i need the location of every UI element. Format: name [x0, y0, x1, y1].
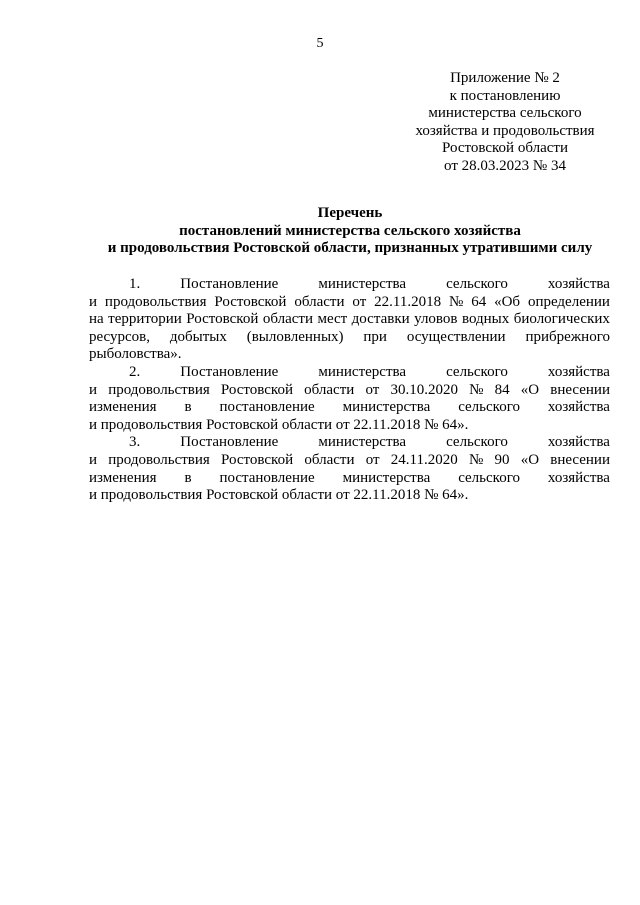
page-number: 5 [316, 36, 324, 51]
item-text-line [89, 294, 610, 312]
item-word: мест [317, 311, 348, 328]
item-text-line [89, 470, 610, 488]
item-word: прибрежного [525, 328, 610, 345]
item-word: продовольствия [108, 451, 210, 468]
item-word: Ростовской [220, 381, 293, 398]
item-text-line [89, 452, 610, 470]
item-word: при [363, 328, 387, 345]
item-word: «О [520, 451, 540, 468]
appendix-line: Приложение № 2 [450, 70, 560, 86]
item-word: Постановление [180, 276, 279, 292]
decree-list [89, 276, 610, 505]
item-word: уловов [414, 311, 458, 328]
item-number: 1. [129, 276, 141, 292]
item-text-line [89, 276, 610, 294]
item-word: (выловленных) [246, 328, 344, 345]
item-word: области [262, 311, 313, 328]
item-word: от [365, 451, 380, 468]
item-word: сельского [458, 469, 520, 486]
item-word: области [304, 451, 355, 468]
item-word: министерства [318, 276, 407, 292]
title-line: и продовольствия Ростовской области, признанных утратившими силу [107, 240, 593, 257]
item-word: Постановление [180, 434, 279, 451]
item-word: осуществлении [406, 328, 506, 345]
item-word: и [89, 451, 98, 468]
item-text-line [89, 399, 610, 417]
item-word: постановление [219, 399, 315, 416]
item-word: № [448, 293, 464, 310]
item-word: от [365, 381, 380, 398]
item-word: министерства [342, 469, 431, 486]
item-word: министерства [342, 399, 431, 416]
item-word: «Об [494, 293, 521, 310]
item-word: от [352, 293, 367, 310]
appendix-line: хозяйства и продовольствия [415, 122, 595, 139]
appendix-line: к постановлению [449, 87, 561, 104]
item-number: 3. [129, 434, 141, 451]
item-text-line-last: и продовольствия Ростовской области от 22.11.2018 № 64». [89, 416, 469, 433]
item-word: ресурсов, [89, 328, 150, 345]
item-word: «О [520, 381, 540, 398]
item-word: Ростовской [186, 311, 259, 328]
item-word: сельского [446, 276, 508, 292]
decree-list-item [89, 276, 610, 364]
item-word: хозяйства [547, 399, 610, 416]
item-text-line [89, 329, 610, 347]
item-text-line-last: рыболовства». [89, 346, 182, 363]
item-word: сельского [458, 399, 520, 416]
item-word: биологических [513, 311, 610, 328]
item-text-line-last: и продовольствия Ростовской области от 22.11.2018 № 64». [89, 487, 469, 504]
item-text-line [89, 311, 610, 329]
item-word: № [468, 451, 484, 468]
item-text-line [89, 364, 610, 382]
item-word: № [469, 381, 484, 398]
item-text-line [89, 434, 610, 452]
item-word: хозяйства [547, 363, 610, 380]
item-word: министерства [318, 434, 407, 451]
item-word: доставки [351, 311, 410, 328]
item-word: области [294, 293, 345, 310]
appendix-line: Ростовской области [442, 140, 568, 157]
item-word: в [184, 469, 192, 486]
item-word: продовольствия [108, 381, 210, 398]
item-word: и [89, 293, 98, 310]
decree-list-item [89, 364, 610, 434]
item-text-line [89, 382, 610, 400]
item-word: сельского [446, 434, 508, 451]
document-title [60, 205, 640, 258]
item-word: водных [461, 311, 510, 328]
item-word: 84 [494, 381, 510, 398]
item-word: Постановление [180, 363, 279, 380]
item-word: внесении [550, 381, 610, 398]
item-word: внесении [550, 451, 610, 468]
item-word: Ростовской [221, 451, 294, 468]
item-word: 30.10.2020 [390, 381, 458, 398]
item-word: в [184, 399, 192, 416]
item-word: изменения [89, 469, 157, 486]
item-word: 90 [494, 451, 510, 468]
item-word: хозяйства [547, 276, 610, 292]
item-word: области [304, 381, 355, 398]
item-word: хозяйства [547, 434, 610, 451]
item-word: хозяйства [547, 469, 610, 486]
item-word: и [89, 381, 98, 398]
item-word: продовольствия [104, 293, 207, 310]
appendix-line: министерства сельского [428, 105, 582, 122]
item-word: изменения [89, 399, 157, 416]
item-word: постановление [219, 469, 315, 486]
item-word: Ростовской [214, 293, 287, 310]
item-word: 64 [471, 293, 487, 310]
title-line: Перечень [317, 205, 383, 221]
title-line: постановлений министерства сельского хозяйства [179, 222, 521, 239]
item-word: сельского [446, 363, 508, 380]
appendix-line: от 28.03.2023 № 34 [444, 157, 566, 174]
item-number: 2. [129, 363, 141, 380]
item-word: 22.11.2018 [374, 293, 442, 310]
decree-list-item [89, 434, 610, 504]
item-word: 24.11.2020 [390, 451, 458, 468]
appendix-header [400, 70, 610, 176]
item-word: определении [527, 293, 610, 310]
item-word: территории [108, 311, 182, 328]
item-word: министерства [318, 363, 407, 380]
item-word: добытых [169, 328, 227, 345]
item-word: на [89, 311, 104, 328]
